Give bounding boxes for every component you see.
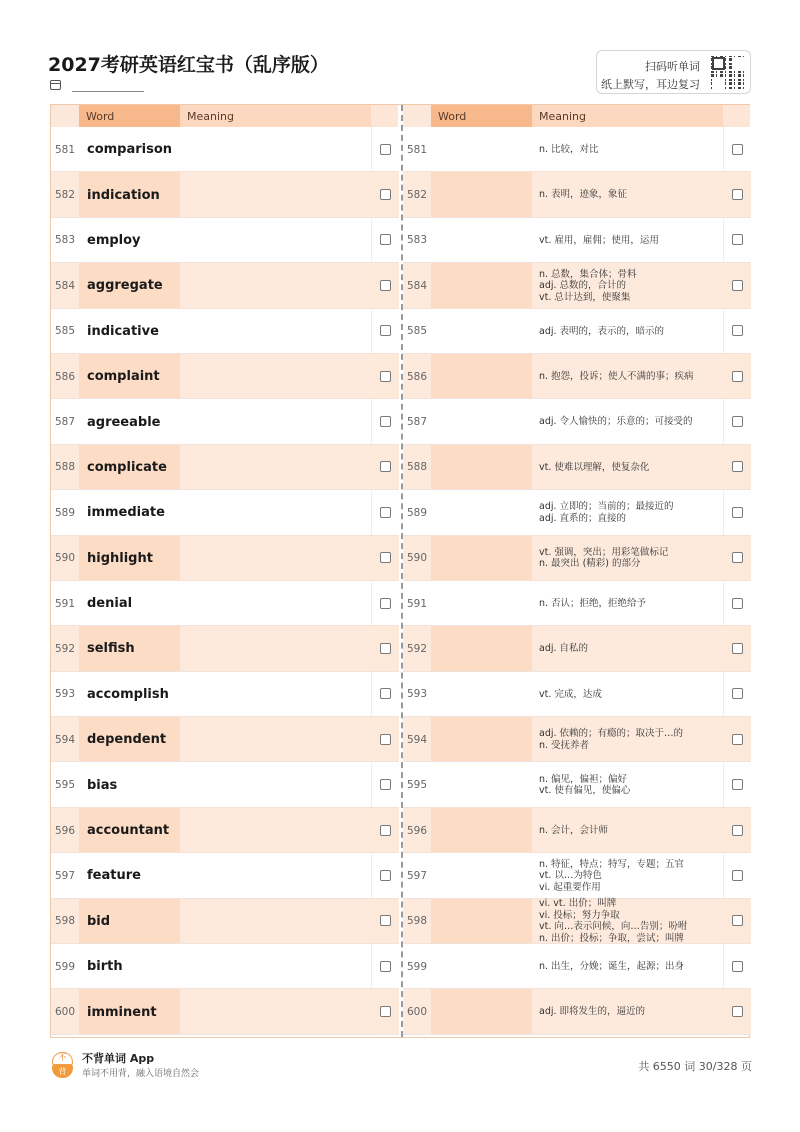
row-number: 590 <box>406 552 428 565</box>
page-info: 共 6550 词 30/328 页 <box>638 1060 752 1073</box>
row-number: 587 <box>54 416 76 429</box>
checkbox[interactable] <box>732 1006 743 1017</box>
checkbox-cell <box>723 853 751 898</box>
word-blank-cell[interactable] <box>431 263 532 308</box>
checkbox[interactable] <box>380 234 391 245</box>
right-half <box>403 105 751 1035</box>
table-row <box>51 989 399 1034</box>
checkbox-cell <box>723 989 751 1034</box>
checkbox-cell <box>723 672 751 717</box>
word-cell: accomplish <box>87 686 169 702</box>
table-row <box>51 309 399 354</box>
qr-card <box>596 50 751 94</box>
meaning-cell: n. 表明，迹象，象征 <box>539 189 628 201</box>
checkbox[interactable] <box>732 643 743 654</box>
row-number: 584 <box>54 279 76 292</box>
meaning-cell: adj. 令人愉快的；乐意的；可接受的 <box>539 416 693 428</box>
meaning-blank-cell[interactable] <box>180 853 371 898</box>
qr-line-1: 扫码听单词 <box>645 60 700 73</box>
checkbox-cell <box>371 717 399 762</box>
checkbox[interactable] <box>732 825 743 836</box>
checkbox-cell <box>723 626 751 671</box>
logo-bottom: 背 <box>52 1065 73 1078</box>
meaning-cell: vt. 强调，突出；用彩笔做标记 n. 最突出 (精彩) 的部分 <box>539 546 669 570</box>
meaning-cell: adj. 即将发生的，逼近的 <box>539 1006 646 1018</box>
app-name: 不背单词 App <box>82 1052 155 1065</box>
num-header-cell <box>51 105 79 127</box>
checkbox[interactable] <box>380 961 391 972</box>
word-cell: employ <box>87 232 141 248</box>
meaning-blank-cell[interactable] <box>180 127 371 172</box>
checkbox[interactable] <box>732 552 743 563</box>
table-row <box>51 354 399 399</box>
table-row <box>403 989 751 1034</box>
meaning-blank-cell[interactable] <box>180 626 371 671</box>
word-cell: indication <box>79 172 180 217</box>
checkbox[interactable] <box>732 961 743 972</box>
row-number: 587 <box>406 416 428 429</box>
left-half <box>51 105 399 1035</box>
meaning-blank-cell[interactable] <box>180 218 371 263</box>
row-number: 586 <box>406 370 428 383</box>
row-number: 581 <box>54 143 76 156</box>
checkbox-cell <box>723 490 751 535</box>
meaning-blank-cell[interactable] <box>180 309 371 354</box>
checkbox[interactable] <box>380 915 391 926</box>
checkbox-cell <box>723 808 751 853</box>
checkbox-cell <box>723 581 751 626</box>
table-row <box>403 808 751 853</box>
checkbox[interactable] <box>380 507 391 518</box>
row-number: 598 <box>54 915 76 928</box>
check-header-cell <box>723 105 750 127</box>
meaning-blank-cell[interactable] <box>180 581 371 626</box>
table-row <box>403 762 751 807</box>
checkbox-cell <box>371 626 399 671</box>
table-row <box>403 172 751 217</box>
row-number: 589 <box>406 506 428 519</box>
meaning-blank-cell[interactable] <box>180 354 371 399</box>
checkbox[interactable] <box>380 189 391 200</box>
checkbox[interactable] <box>732 507 743 518</box>
row-number: 592 <box>406 642 428 655</box>
checkbox[interactable] <box>732 371 743 382</box>
row-number: 599 <box>406 960 428 973</box>
table-row <box>403 672 751 717</box>
word-cell: feature <box>87 868 141 884</box>
word-blank-cell[interactable] <box>431 762 532 807</box>
checkbox[interactable] <box>380 598 391 609</box>
table-row <box>403 717 751 762</box>
meaning-cell: n. 抱怨，投诉；使人不满的事；疾病 <box>539 370 694 382</box>
row-number: 593 <box>406 688 428 701</box>
row-number: 595 <box>406 779 428 792</box>
meaning-header-cell <box>180 105 371 127</box>
checkbox[interactable] <box>732 688 743 699</box>
meaning-blank-cell[interactable] <box>180 899 371 944</box>
meaning-cell: adj. 自私的 <box>539 643 589 655</box>
app-logo <box>52 1052 73 1078</box>
word-blank-cell[interactable] <box>431 626 532 671</box>
meaning-cell: n. 出生，分娩；诞生，起源；出身 <box>539 960 685 972</box>
table-row <box>51 445 399 490</box>
checkbox-cell <box>723 445 751 490</box>
checkbox-cell <box>371 263 399 308</box>
table-row <box>51 808 399 853</box>
meaning-header-cell <box>532 105 723 127</box>
word-cell: highlight <box>79 536 180 581</box>
right-header <box>403 105 751 127</box>
word-cell: complicate <box>79 445 180 490</box>
word-blank-cell[interactable] <box>431 672 532 717</box>
row-number: 585 <box>406 325 428 338</box>
table-row <box>403 581 751 626</box>
checkbox[interactable] <box>380 734 391 745</box>
row-number: 588 <box>406 461 428 474</box>
row-separator <box>51 1034 399 1035</box>
row-number: 590 <box>54 552 76 565</box>
checkbox[interactable] <box>380 461 391 472</box>
num-header-cell <box>403 105 431 127</box>
logo-top: 不 <box>52 1052 73 1065</box>
checkbox[interactable] <box>380 371 391 382</box>
meaning-header: Meaning <box>539 110 586 123</box>
checkbox[interactable] <box>732 598 743 609</box>
table-row <box>403 853 751 898</box>
word-cell: immediate <box>87 505 165 521</box>
checkbox[interactable] <box>732 416 743 427</box>
checkbox[interactable] <box>732 234 743 245</box>
table-row <box>403 127 751 172</box>
checkbox-cell <box>723 172 751 217</box>
meaning-cell: vt. 雇用，雇佣；使用，运用 <box>539 234 659 246</box>
checkbox[interactable] <box>732 734 743 745</box>
word-blank-cell[interactable] <box>431 717 532 762</box>
left-header <box>51 105 399 127</box>
meaning-blank-cell[interactable] <box>180 263 371 308</box>
word-blank-cell[interactable] <box>431 899 532 944</box>
word-cell: complaint <box>79 354 180 399</box>
table-row <box>403 944 751 989</box>
table-row <box>403 626 751 671</box>
row-number: 582 <box>54 189 76 202</box>
row-number: 593 <box>54 688 76 701</box>
word-header: Word <box>86 110 115 123</box>
word-cell: indicative <box>87 323 159 339</box>
table-row <box>51 536 399 581</box>
row-number: 597 <box>54 869 76 882</box>
row-number: 594 <box>54 733 76 746</box>
page-title: 2027考研英语红宝书（乱序版） <box>48 54 329 76</box>
word-blank-cell[interactable] <box>431 808 532 853</box>
meaning-cell: vi. vt. 出价；叫牌 vi. 投标；努力争取 vt. 向…表示问候，向…告别；吩咐 n. 出价；投标；争取，尝试；叫牌 <box>539 898 688 944</box>
checkbox[interactable] <box>732 870 743 881</box>
word-cell: aggregate <box>79 263 180 308</box>
checkbox[interactable] <box>380 688 391 699</box>
row-number: 584 <box>406 279 428 292</box>
checkbox-cell <box>371 581 399 626</box>
checkbox-cell <box>723 127 751 172</box>
table-row <box>51 490 399 535</box>
checkbox[interactable] <box>380 1006 391 1017</box>
row-number: 582 <box>406 189 428 202</box>
row-number: 583 <box>54 234 76 247</box>
table-row <box>403 263 751 308</box>
app-slogan: 单词不用背，融入语境自然会 <box>82 1069 200 1079</box>
checkbox-cell <box>723 263 751 308</box>
checkbox[interactable] <box>380 643 391 654</box>
checkbox-cell <box>371 989 399 1034</box>
qr-code-icon[interactable] <box>711 56 744 89</box>
row-number: 581 <box>406 143 428 156</box>
word-blank-cell[interactable] <box>431 944 532 989</box>
meaning-cell: adj. 依赖的；有瘾的；取决于…的 n. 受抚养者 <box>539 728 684 751</box>
meaning-cell: n. 总数，集合体；骨料 adj. 总数的，合计的 vt. 总计达到，使聚集 <box>539 268 637 303</box>
table-row <box>403 445 751 490</box>
qr-line-2: 纸上默写，耳边复习 <box>601 78 700 91</box>
word-cell: birth <box>87 959 123 975</box>
word-cell: denial <box>87 596 133 612</box>
table-row <box>51 944 399 989</box>
checkbox-cell <box>371 445 399 490</box>
word-cell: selfish <box>79 626 180 671</box>
row-separator <box>403 1034 751 1035</box>
meaning-blank-cell[interactable] <box>180 989 371 1034</box>
meaning-cell: adj. 立即的；当前的；最接近的 adj. 直系的；直接的 <box>539 501 674 524</box>
checkbox-cell <box>371 536 399 581</box>
table-row <box>51 218 399 263</box>
check-header-cell <box>371 105 398 127</box>
checkbox-cell <box>723 762 751 807</box>
word-cell: comparison <box>87 142 173 158</box>
meaning-cell: adj. 表明的，表示的，暗示的 <box>539 325 665 337</box>
table-row <box>403 399 751 444</box>
left-rows <box>51 127 399 1035</box>
word-blank-cell[interactable] <box>431 581 532 626</box>
row-number: 585 <box>54 325 76 338</box>
checkbox-cell <box>371 354 399 399</box>
row-number: 596 <box>54 824 76 837</box>
row-number: 600 <box>54 1006 76 1019</box>
right-rows <box>403 127 751 1035</box>
checkbox-cell <box>723 899 751 944</box>
table-row <box>403 354 751 399</box>
checkbox-cell <box>371 490 399 535</box>
word-header-cell <box>79 105 180 127</box>
row-number: 589 <box>54 506 76 519</box>
meaning-header: Meaning <box>187 110 234 123</box>
word-blank-cell[interactable] <box>431 172 532 217</box>
checkbox-cell <box>723 399 751 444</box>
word-blank-cell[interactable] <box>431 490 532 535</box>
checkbox-cell <box>371 127 399 172</box>
checkbox[interactable] <box>732 779 743 790</box>
table-row <box>51 172 399 217</box>
meaning-blank-cell[interactable] <box>180 762 371 807</box>
table-row <box>51 762 399 807</box>
word-blank-cell[interactable] <box>431 399 532 444</box>
word-blank-cell[interactable] <box>431 127 532 172</box>
checkbox[interactable] <box>380 325 391 336</box>
row-number: 595 <box>54 779 76 792</box>
row-number: 596 <box>406 824 428 837</box>
checkbox-cell <box>723 218 751 263</box>
word-blank-cell[interactable] <box>431 309 532 354</box>
meaning-blank-cell[interactable] <box>180 717 371 762</box>
row-number: 598 <box>406 915 428 928</box>
checkbox[interactable] <box>380 280 391 291</box>
meaning-blank-cell[interactable] <box>180 445 371 490</box>
row-number: 586 <box>54 370 76 383</box>
table-row <box>403 490 751 535</box>
checkbox-cell <box>723 354 751 399</box>
meaning-cell: vt. 使难以理解，使复杂化 <box>539 461 650 473</box>
checkbox-cell <box>371 944 399 989</box>
checkbox-cell <box>723 717 751 762</box>
checkbox-cell <box>723 944 751 989</box>
row-number: 594 <box>406 733 428 746</box>
checkbox[interactable] <box>380 870 391 881</box>
table-row <box>51 581 399 626</box>
word-cell: imminent <box>79 989 180 1034</box>
meaning-cell: n. 偏见，偏袒；偏好 vt. 使有偏见，使偏心 <box>539 773 631 797</box>
meaning-blank-cell[interactable] <box>180 172 371 217</box>
word-blank-cell[interactable] <box>431 445 532 490</box>
checkbox-cell <box>371 899 399 944</box>
checkbox-cell <box>371 853 399 898</box>
table-row <box>51 672 399 717</box>
checkbox-cell <box>723 536 751 581</box>
meaning-cell: n. 否认；拒绝，拒绝给予 <box>539 597 647 609</box>
checkbox-cell <box>371 672 399 717</box>
table-row <box>51 853 399 898</box>
meaning-cell: n. 特征，特点；特写，专题；五官 vt. 以…为特色 vi. 起重要作用 <box>539 858 685 893</box>
word-cell: bid <box>79 899 180 944</box>
checkbox[interactable] <box>732 325 743 336</box>
table-row <box>403 309 751 354</box>
row-number: 592 <box>54 642 76 655</box>
word-header-cell <box>431 105 532 127</box>
calendar-icon <box>50 80 61 90</box>
meaning-cell: n. 比较，对比 <box>539 143 599 155</box>
row-number: 597 <box>406 869 428 882</box>
checkbox[interactable] <box>732 280 743 291</box>
row-number: 588 <box>54 461 76 474</box>
checkbox[interactable] <box>732 144 743 155</box>
word-blank-cell[interactable] <box>431 989 532 1034</box>
checkbox-cell <box>371 172 399 217</box>
word-header: Word <box>438 110 467 123</box>
table-row <box>51 626 399 671</box>
row-number: 591 <box>54 597 76 610</box>
word-blank-cell[interactable] <box>431 354 532 399</box>
table-row <box>51 399 399 444</box>
meaning-blank-cell[interactable] <box>180 490 371 535</box>
table-row <box>51 717 399 762</box>
word-cell: bias <box>87 777 118 793</box>
word-cell: agreeable <box>87 414 161 430</box>
meaning-blank-cell[interactable] <box>180 399 371 444</box>
checkbox-cell <box>371 399 399 444</box>
row-number: 600 <box>406 1006 428 1019</box>
meaning-cell: vt. 完成，达成 <box>539 688 602 700</box>
word-cell: accountant <box>79 808 180 853</box>
table-row <box>403 536 751 581</box>
checkbox-cell <box>371 808 399 853</box>
table-row <box>51 263 399 308</box>
checkbox-cell <box>371 309 399 354</box>
word-sheet <box>50 104 750 1038</box>
date-blank-line <box>72 91 144 92</box>
table-row <box>51 127 399 172</box>
checkbox[interactable] <box>732 915 743 926</box>
word-blank-cell[interactable] <box>431 853 532 898</box>
meaning-blank-cell[interactable] <box>180 808 371 853</box>
checkbox[interactable] <box>380 552 391 563</box>
table-row <box>403 218 751 263</box>
checkbox[interactable] <box>732 461 743 472</box>
checkbox[interactable] <box>732 189 743 200</box>
checkbox[interactable] <box>380 416 391 427</box>
table-row <box>51 899 399 944</box>
checkbox-cell <box>371 218 399 263</box>
checkbox[interactable] <box>380 144 391 155</box>
checkbox-cell <box>371 762 399 807</box>
meaning-blank-cell[interactable] <box>180 536 371 581</box>
table-row <box>403 899 751 944</box>
row-number: 591 <box>406 597 428 610</box>
word-blank-cell[interactable] <box>431 536 532 581</box>
word-cell: dependent <box>79 717 180 762</box>
row-number: 583 <box>406 234 428 247</box>
meaning-cell: n. 会计，会计师 <box>539 824 609 836</box>
checkbox[interactable] <box>380 825 391 836</box>
word-blank-cell[interactable] <box>431 218 532 263</box>
row-number: 599 <box>54 960 76 973</box>
checkbox[interactable] <box>380 779 391 790</box>
meaning-blank-cell[interactable] <box>180 672 371 717</box>
meaning-blank-cell[interactable] <box>180 944 371 989</box>
checkbox-cell <box>723 309 751 354</box>
